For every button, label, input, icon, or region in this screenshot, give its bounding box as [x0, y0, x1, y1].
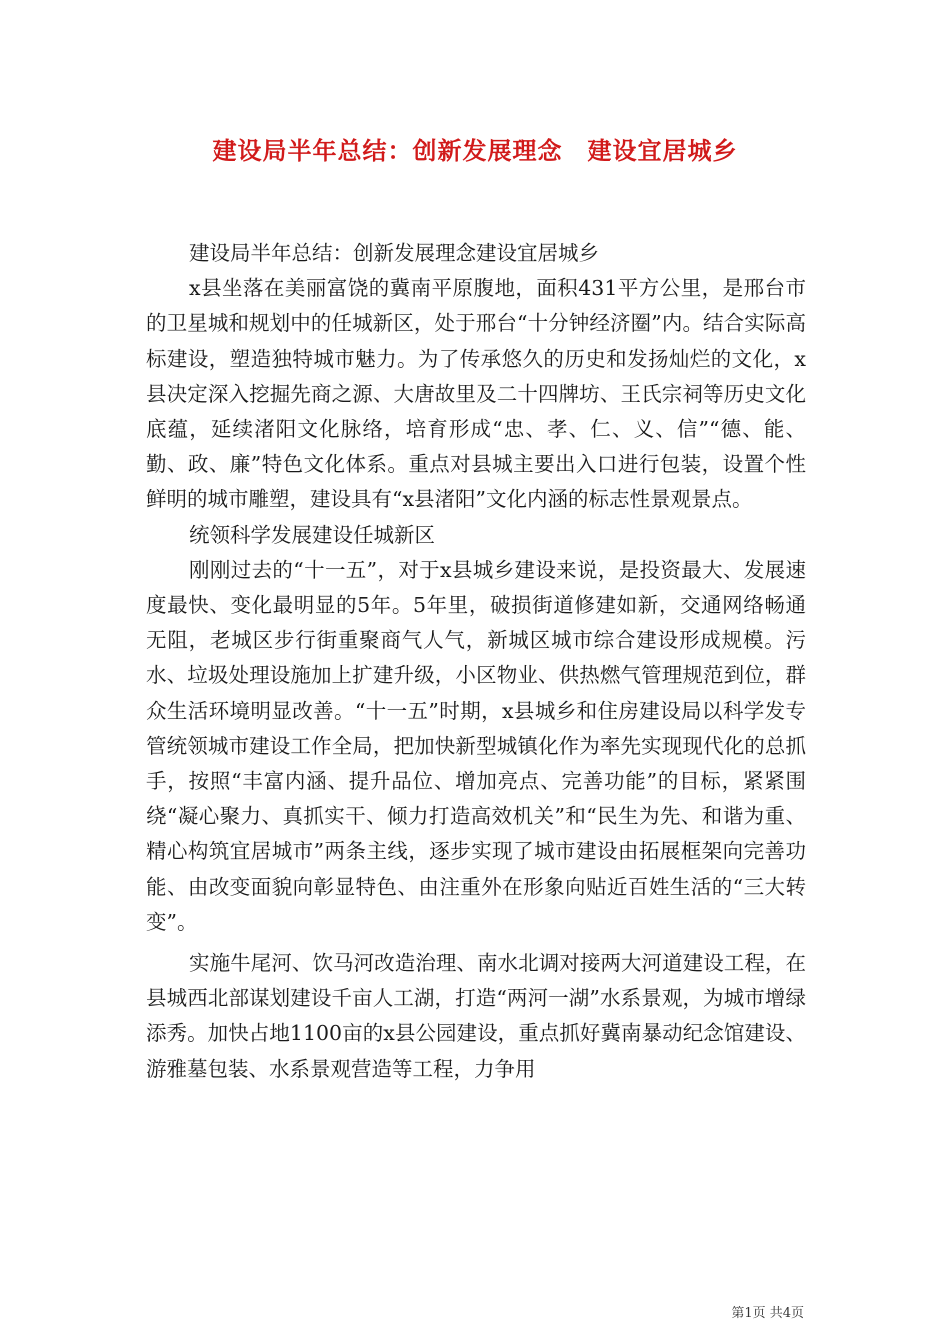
paragraph: 实施牛尾河、饮马河改造治理、南水北调对接两大河道建设工程，在县城西北部谋划建设千亩人工湖，打造“两河一湖”水系景观，为城市增绿添秀。加快占地1100亩的x县公园建设，重点抓好冀南暴动纪念馆建设、游雅墓包装、水系景观营造等工程，力争用: [146, 951, 806, 1081]
paragraph: 刚刚过去的“十一五”，对于x县城乡建设来说，是投资最大、发展速度最快、变化最明显的5年。5年里，破损街道修建如新，交通网络畅通无阻，老城区步行街重聚商气人气，新城区城市综合建设形成规模。污水、垃圾处理设施加上扩建升级，小区物业、供热燃气管理规范到位，群众生活环境明显改善。“十一五”时期，x县城乡和住房建设局以科学发专管统领城市建设工作全局，把加快新型城镇化作为率先实现现代化的总抓手，按照“丰富内涵、提升品位、增加亮点、完善功能”的目标，紧紧围绕“凝心聚力、真抓实干、倾力打造高效机关”和“民生为先、和谐为重、精心构筑宜居城市”两条主线，逐步实现了城市建设由拓展框架向完善功能、由改变面貌向彰显特色、由注重外在形象向贴近百姓生活的“三大转变”。: [146, 557, 806, 934]
document-body: [146, 236, 806, 1087]
paragraph: x县坐落在美丽富饶的冀南平原腹地，面积431平方公里，是邢台市的卫星城和规划中的任城新区，处于邢台“十分钟经济圈”内。结合实际高标建设，塑造独特城市魅力。为了传承悠久的历史和发扬灿烂的文化，x县决定深入挖掘先商之源、大唐故里及二十四牌坊、王氏宗祠等历史文化底蕴，延续渚阳文化脉络，培育形成“忠、孝、仁、义、信”“德、能、勤、政、廉”特色文化体系。重点对县城主要出入口进行包装，设置个性鲜明的城市雕塑，建设具有“x县渚阳”文化内涵的标志性景观景点。: [146, 276, 806, 512]
section-heading: 统领科学发展建设任城新区: [189, 522, 436, 547]
document-title: 建设局半年总结：创新发展理念 建设宜居城乡: [212, 136, 738, 165]
body-heading: 建设局半年总结：创新发展理念建设宜居城乡: [189, 241, 600, 265]
page-number: 第1页 共4页: [731, 1306, 804, 1321]
